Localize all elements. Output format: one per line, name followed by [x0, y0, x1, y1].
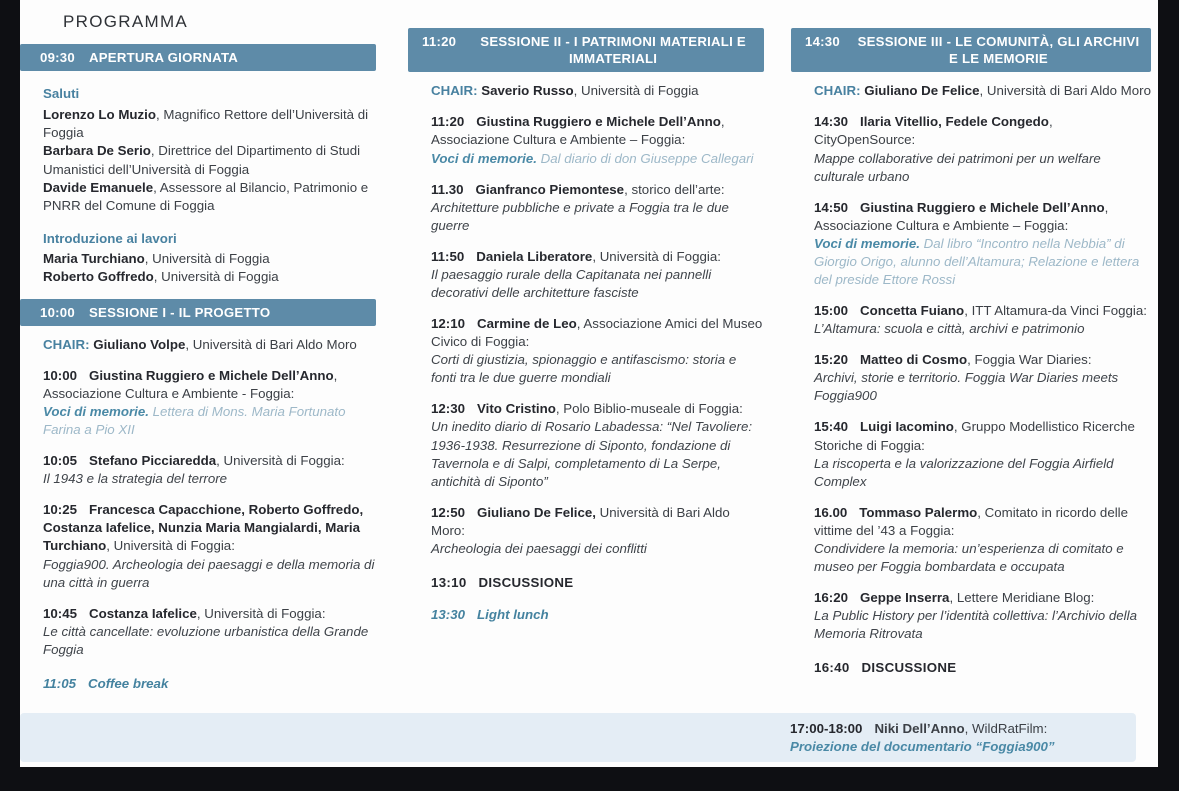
chair-affiliation: , Università di Bari Aldo Moro — [185, 336, 357, 352]
chair-name: Saverio Russo — [481, 83, 574, 99]
talk-title-segment: Archeologia dei paesaggi dei conflitti — [431, 540, 647, 556]
talk-title — [814, 235, 1151, 289]
affiliation: , Foggia War Diaries: — [967, 352, 1092, 368]
speaker-name: Maria Turchiano — [43, 250, 145, 266]
entry-head — [431, 315, 764, 351]
affiliation: , Università di Foggia: — [216, 453, 345, 469]
speaker-name: Luigi Iacomino — [860, 419, 954, 435]
column-morning — [20, 0, 376, 704]
speaker-name: Vito Cristino — [477, 401, 556, 417]
talk-title — [814, 320, 1151, 338]
affiliation: , Università di Foggia: — [196, 605, 326, 621]
entry-head — [431, 400, 764, 418]
discussion-line — [791, 660, 1151, 675]
talk-title — [814, 607, 1151, 643]
speaker-name: Ilaria Vitellio, Fedele Congedo — [860, 114, 1049, 130]
speaker-name: Carmine de Leo — [477, 316, 577, 332]
entry-head — [814, 418, 1151, 454]
break-label: Light lunch — [477, 607, 549, 623]
entry-head — [814, 113, 1151, 149]
talk-title — [43, 470, 376, 488]
talk-entry — [791, 113, 1151, 185]
entry-head — [814, 199, 1151, 235]
chair-line — [408, 82, 764, 100]
time-label: 10:25 — [43, 502, 78, 518]
group-heading: Introduzione ai lavori — [43, 230, 177, 246]
session-time: 10:00 — [40, 304, 75, 320]
talk-title-segment: Condividere la memoria: un’esperienza di comitato e museo per Foggia bombardata e occupata — [814, 540, 1124, 575]
break-label: Coffee break — [88, 675, 169, 691]
affiliation: , Gruppo Modellistico Ricerche Storiche di Foggia: — [814, 419, 1135, 453]
time-label: 11.30 — [431, 181, 464, 197]
speaker-name: Roberto Goffredo — [43, 269, 154, 285]
time-label: 12:30 — [431, 401, 466, 417]
talk-entry — [791, 418, 1151, 490]
time-label: 12:50 — [431, 504, 466, 520]
session-bar — [791, 28, 1151, 72]
chair-label: CHAIR: — [43, 336, 90, 352]
time-label: 10:05 — [43, 453, 78, 469]
speaker-name: Niki Dell’Anno — [874, 721, 965, 736]
time-label: 11:50 — [431, 248, 465, 264]
time-label: 16:40 — [814, 660, 850, 676]
time-label: 16.00 — [814, 504, 848, 520]
session-title: APERTURA GIORNATA — [88, 50, 239, 65]
speaker-name: Matteo di Cosmo — [860, 352, 968, 368]
time-label: 13:30 — [431, 607, 466, 623]
talk-title: Proiezione del documentario “Foggia900” — [790, 739, 1055, 755]
chair-name: Giuliano Volpe — [93, 336, 186, 352]
person-line — [43, 268, 376, 286]
affiliation: , Università di Foggia: — [106, 538, 235, 554]
greetings-group — [20, 230, 376, 287]
affiliation: , Associazione Cultura e Ambiente - Foggia: — [43, 367, 338, 401]
chair-name: Giuliano De Felice — [864, 83, 980, 99]
time-label: 10:45 — [43, 605, 78, 621]
discussion-label: DISCUSSIONE — [478, 575, 574, 591]
entry-head — [431, 181, 764, 199]
talk-title-segment: Dal diario di don Giuseppe Callegari — [536, 150, 754, 166]
speaker-name: Daniela Liberatore — [476, 248, 593, 264]
entry-head — [431, 504, 764, 540]
talk-title — [43, 403, 376, 439]
person-line — [43, 250, 376, 268]
talk-title-segment: Il paesaggio rurale della Capitanata nei pannelli decorativi delle architetture fasciste — [431, 266, 712, 301]
session-time: 14:30 — [805, 34, 840, 49]
entry-head — [43, 501, 376, 555]
affiliation: , Associazione Cultura e Ambiente – Foggia: — [814, 199, 1109, 233]
time-label: 10:00 — [43, 367, 78, 383]
talk-title-segment: Voci di memorie. — [43, 403, 149, 419]
chair-line — [791, 82, 1151, 100]
time-label: 14:30 — [814, 114, 849, 130]
talk-title-segment: Archivi, storie e territorio. Foggia War Diaries meets Foggia900 — [814, 370, 1119, 404]
time-label: 13:10 — [431, 575, 467, 591]
talk-entry — [791, 199, 1151, 289]
affiliation: , Università di Foggia — [153, 269, 279, 285]
affiliation: , Direttrice del Dipartimento di Studi Umanistici dell’Università di Foggia — [43, 143, 361, 177]
session-bar — [20, 44, 376, 71]
entry-head — [814, 504, 1151, 540]
session-bar — [408, 28, 764, 72]
affiliation: , Magnifico Rettore dell’Università di Foggia — [43, 106, 369, 140]
highlight-entry-head — [790, 720, 1055, 738]
talk-title — [431, 540, 764, 558]
session-title: SESSIONE II - I PATRIMONI MATERIALI E IMMATERIALI — [480, 34, 746, 67]
talk-entry — [408, 181, 764, 235]
talk-title — [814, 150, 1151, 186]
affiliation: , ITT Altamura-da Vinci Foggia: — [964, 303, 1147, 319]
entry-head — [814, 351, 1151, 369]
chair-label: CHAIR: — [431, 83, 478, 99]
talk-title-segment: Lettera di Mons. Maria Fortunato Farina a Pio XII — [43, 403, 346, 438]
column-afternoon — [791, 0, 1151, 689]
session-time: 11:20 — [422, 34, 457, 49]
affiliation: , WildRatFilm: — [964, 721, 1048, 736]
affiliation: , Associazione Cultura e Ambiente – Foggia: — [431, 114, 725, 148]
affiliation: , storico dell’arte: — [624, 181, 725, 197]
break-line — [20, 676, 376, 691]
speaker-name: Tommaso Palermo — [859, 504, 978, 520]
session-time: 09:30 — [40, 50, 75, 65]
speaker-name: Lorenzo Lo Muzio — [43, 106, 157, 122]
entry-head — [43, 605, 376, 623]
time-label: 11:05 — [43, 675, 77, 691]
discussion-line — [408, 575, 764, 590]
speaker-name: Concetta Fuiano — [860, 303, 965, 319]
time-label: 17:00-18:00 — [790, 721, 863, 736]
talk-title — [814, 455, 1151, 491]
affiliation: , Università di Foggia — [144, 250, 270, 266]
talk-title-segment: La riscoperta e la valorizzazione del Foggia Airfield Complex — [814, 455, 1114, 489]
talk-title-segment: Voci di memorie. — [431, 150, 537, 166]
speaker-name: Giustina Ruggiero e Michele Dell’Anno — [860, 199, 1105, 215]
affiliation: Università di Bari Aldo Moro: — [431, 504, 730, 538]
talk-title-segment: Le città cancellate: evoluzione urbanistica della Grande Foggia — [43, 623, 369, 657]
page-title: PROGRAMMA — [63, 12, 189, 31]
talk-entry — [791, 302, 1151, 338]
affiliation: , Associazione Amici del Museo Civico di Foggia: — [431, 316, 763, 350]
talk-entry — [20, 501, 376, 591]
talk-title-segment: Foggia900. Archeologia dei paesaggi e della memoria di una città in guerra — [43, 556, 375, 590]
discussion-label: DISCUSSIONE — [861, 660, 957, 676]
affiliation: , Lettere Meridiane Blog: — [949, 590, 1095, 606]
talk-entry — [20, 367, 376, 439]
speaker-name: Davide Emanuele — [43, 179, 154, 195]
chair-affiliation: , Università di Bari Aldo Moro — [979, 83, 1151, 99]
talk-title — [431, 351, 764, 387]
footer-highlight-band — [20, 713, 1136, 762]
time-label: 12:10 — [431, 316, 466, 332]
talk-title-segment: Corti di giustizia, spionaggio e antifascismo: storia e fonti tra le due guerre mondiali — [431, 352, 737, 386]
time-label: 16:20 — [814, 590, 849, 606]
time-label: 14:50 — [814, 199, 849, 215]
column-midday — [408, 0, 764, 635]
session-title: SESSIONE I - IL PROGETTO — [88, 304, 271, 320]
talk-title — [814, 540, 1151, 576]
talk-entry — [408, 504, 764, 558]
talk-title-segment: Il 1943 e la strategia del terrore — [43, 471, 228, 487]
time-label: 11:20 — [431, 114, 465, 130]
chair-affiliation: , Università di Foggia — [573, 83, 699, 99]
talk-title-segment: Voci di memorie. — [814, 235, 920, 251]
chair-line — [20, 336, 376, 354]
session-bar — [20, 299, 376, 326]
highlight-entry — [790, 720, 1055, 756]
talk-title — [431, 150, 764, 168]
affiliation: , Comitato in ricordo delle vittime del ’43 a Foggia: — [814, 504, 1129, 538]
talk-title-segment: Dal libro “Incontro nella Nebbia” di Giorgio Origo, alunno dell’Altamura; Relazione e lettera del preside Ettore Rossi — [814, 235, 1140, 288]
affiliation: , Università di Foggia: — [592, 248, 721, 264]
entry-head — [431, 113, 764, 149]
talk-title-segment: Un inedito diario di Rosario Labadessa: “Nel Tavoliere: 1936-1938. Resurrezione di Siponto, fondazione di Tavernola e di Salpi, completamento di La Serpe, antichità di Siponto” — [431, 419, 753, 489]
talk-entry — [791, 351, 1151, 405]
talk-entry — [20, 605, 376, 659]
person-line — [43, 179, 376, 216]
speaker-name: Costanza Iafelice — [89, 605, 197, 621]
person-line — [43, 142, 376, 179]
entry-head — [43, 452, 376, 470]
talk-entry — [20, 452, 376, 488]
chair-label: CHAIR: — [814, 83, 861, 99]
talk-entry — [791, 589, 1151, 643]
speaker-name: Giustina Ruggiero e Michele Dell’Anno — [89, 367, 334, 383]
speaker-name: Gianfranco Piemontese — [475, 181, 625, 197]
time-label: 15:20 — [814, 352, 849, 368]
break-line — [408, 607, 764, 622]
talk-title-segment: La Public History per l’identità collettiva: l’Archivio della Memoria Ritrovata — [814, 608, 1137, 642]
talk-entry — [408, 113, 764, 167]
speaker-name: Stefano Picciaredda — [89, 453, 217, 469]
talk-entry — [408, 315, 764, 387]
talk-title — [431, 199, 764, 235]
group-heading: Saluti — [43, 86, 80, 102]
affiliation: , Assessore al Bilancio, Patrimonio e PNRR del Comune di Foggia — [43, 179, 369, 214]
talk-title — [814, 369, 1151, 405]
talk-entry — [791, 504, 1151, 576]
talk-entry — [408, 248, 764, 302]
speaker-name: Giustina Ruggiero e Michele Dell’Anno — [476, 114, 721, 130]
talk-title-segment: Architetture pubbliche e private a Foggia tra le due guerre — [431, 199, 729, 233]
talk-title — [43, 556, 376, 592]
time-label: 15:00 — [814, 303, 849, 319]
entry-head — [814, 589, 1151, 607]
speaker-name: Barbara De Serio — [43, 143, 151, 159]
person-line — [43, 106, 376, 143]
entry-head — [814, 302, 1151, 320]
session-title: SESSIONE III - LE COMUNITÀ, GLI ARCHIVI E LE MEMORIE — [857, 34, 1140, 67]
greetings-group — [20, 85, 376, 215]
affiliation: , CityOpenSource: — [814, 114, 1053, 148]
talk-title — [431, 418, 764, 490]
columns-container — [20, 0, 1158, 704]
program-page — [20, 0, 1158, 767]
speaker-name: Francesca Capacchione, Roberto Goffredo, Costanza Iafelice, Nunzia Maria Mangialardi, Maria Turchiano — [43, 502, 364, 554]
affiliation: , Polo Biblio-museale di Foggia: — [555, 401, 743, 417]
speaker-name: Giuliano De Felice, — [477, 504, 596, 520]
talk-title — [43, 623, 376, 659]
talk-title-segment: L’Altamura: scuola e città, archivi e patrimonio — [814, 321, 1085, 337]
entry-head — [431, 248, 764, 266]
entry-head — [43, 367, 376, 403]
speaker-name: Geppe Inserra — [860, 590, 950, 606]
talk-entry — [408, 400, 764, 490]
time-label: 15:40 — [814, 419, 849, 435]
talk-title — [431, 266, 764, 302]
talk-title-segment: Mappe collaborative dei patrimoni per un welfare culturale urbano — [814, 150, 1101, 184]
